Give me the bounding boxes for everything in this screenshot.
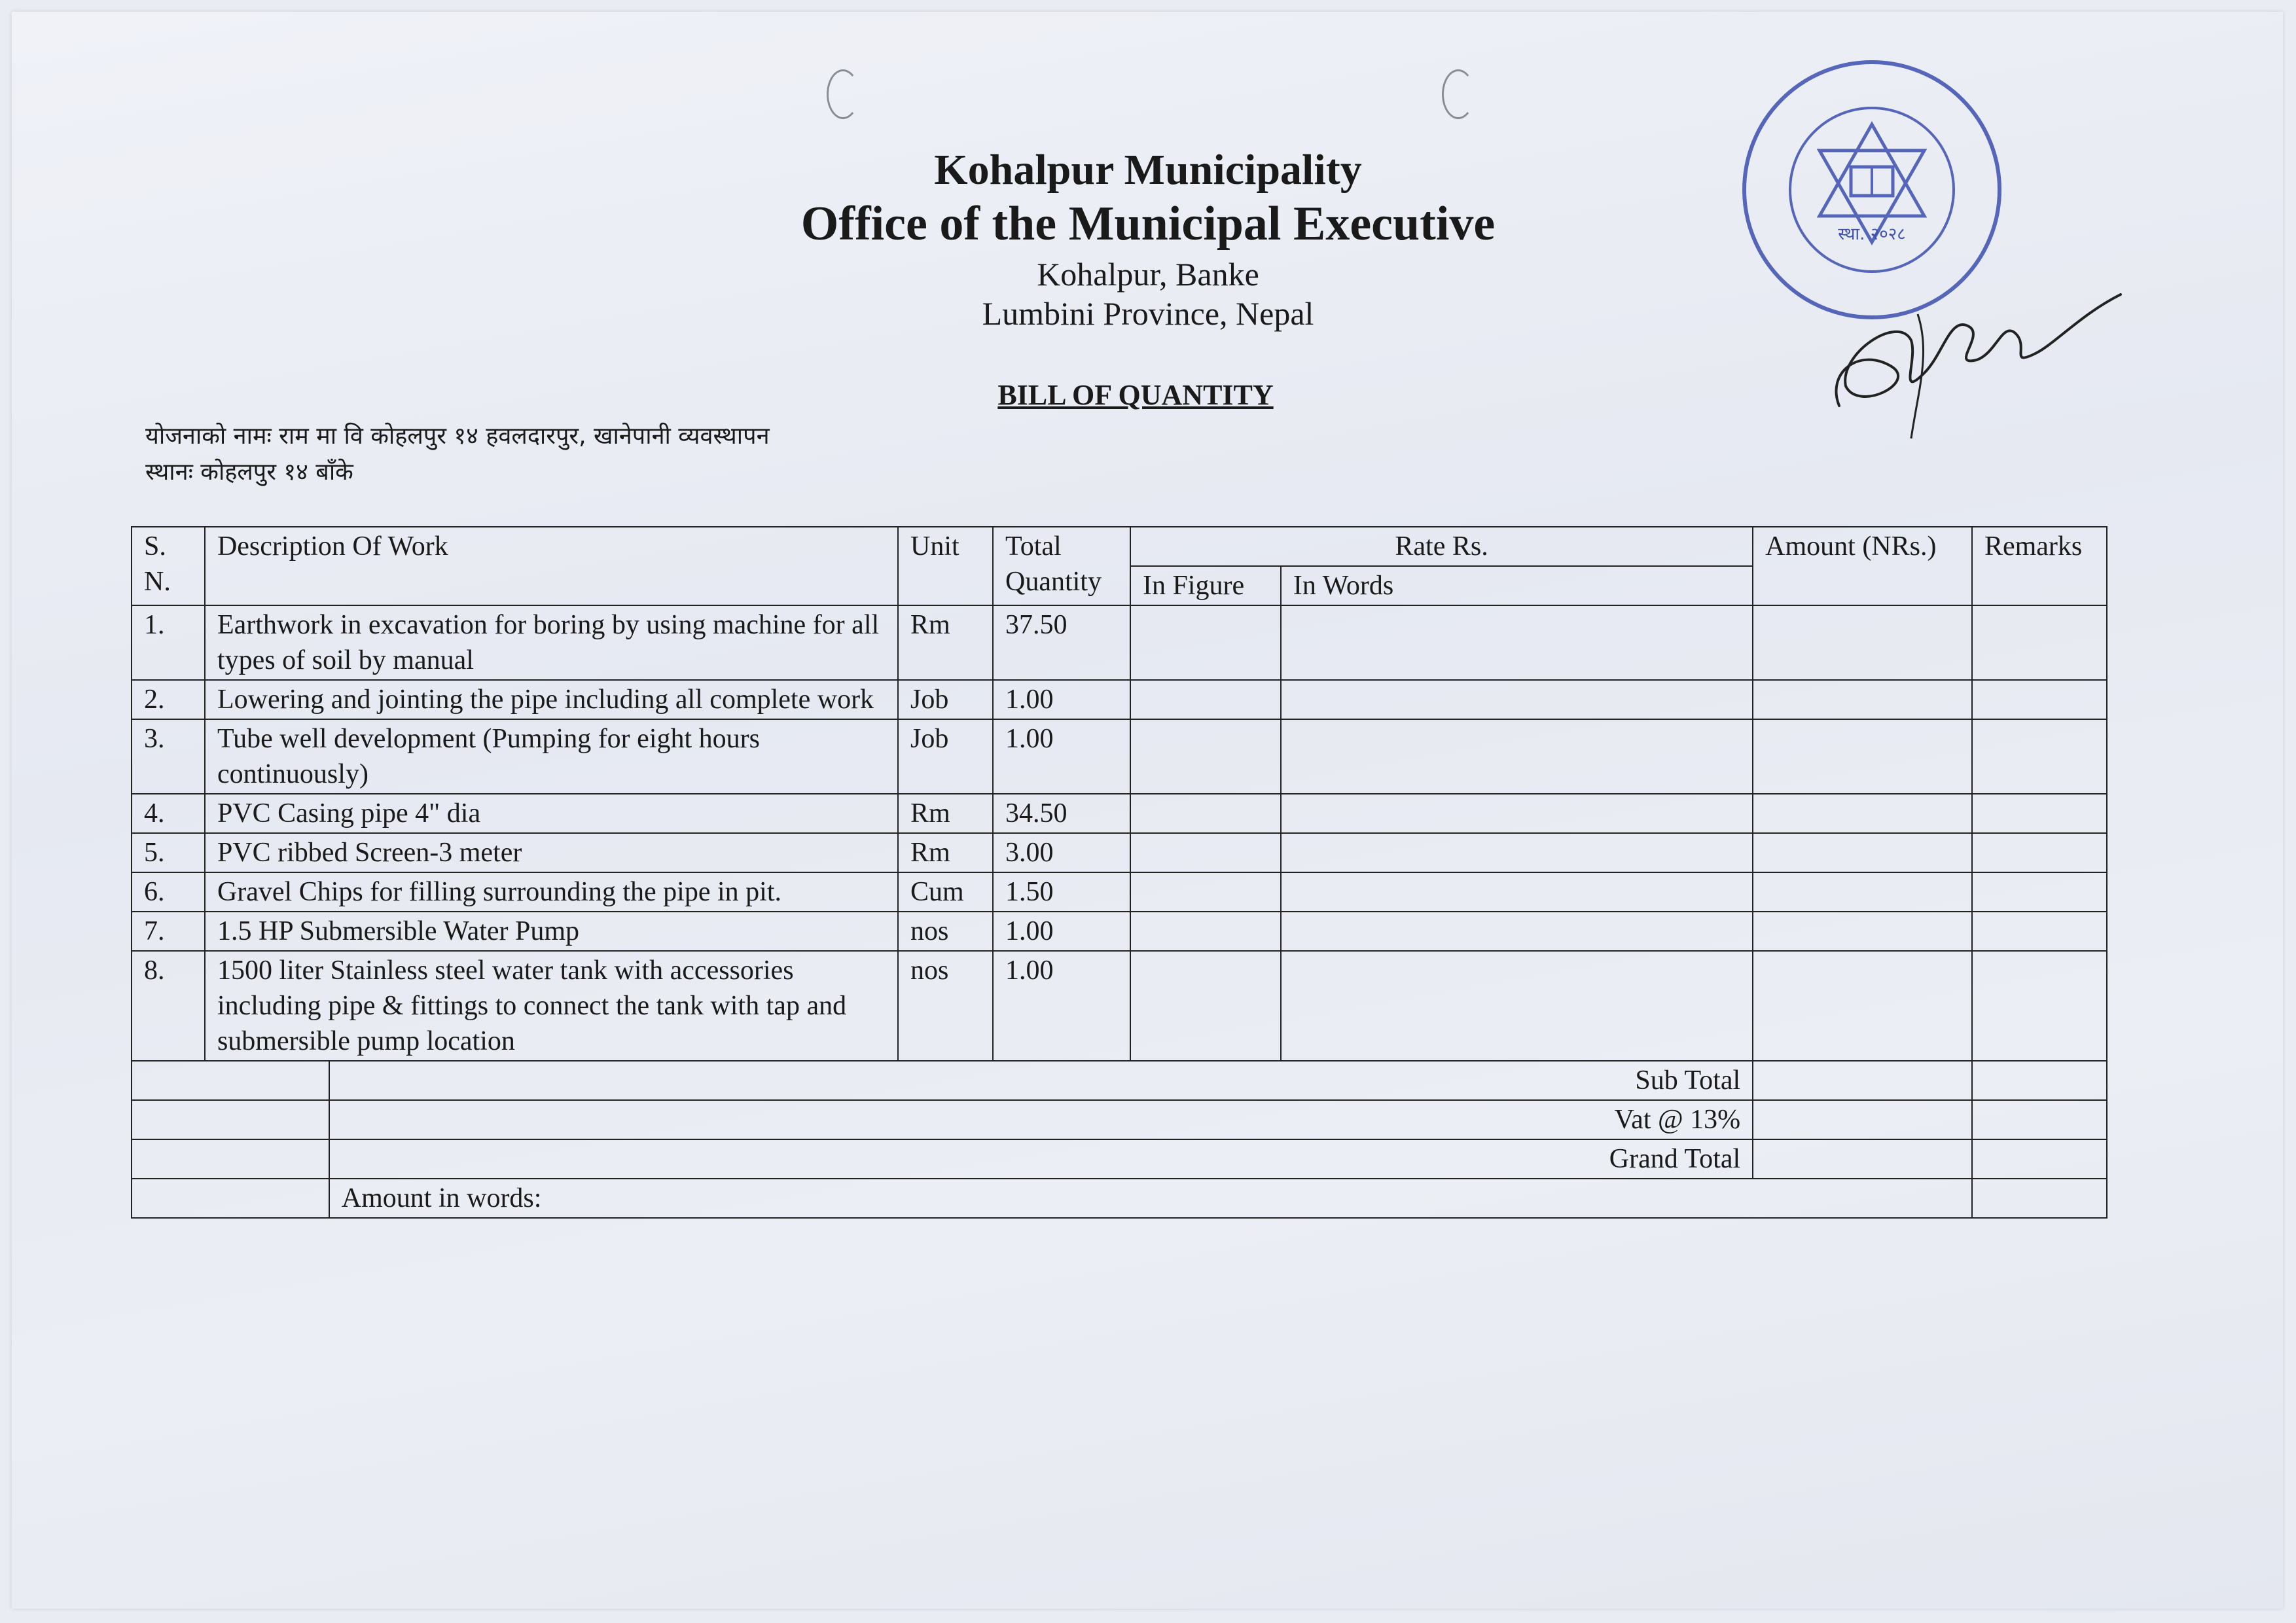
totals-blank-cell (132, 1139, 329, 1179)
cell-description: 1500 liter Stainless steel water tank with accessories including pipe & fittings to connect the tank with tap and submersible pump location (205, 951, 898, 1061)
address-line-1: Kohalpur, Banke (1037, 256, 1259, 293)
amount-in-words-row (132, 1179, 2107, 1218)
cell-remarks[interactable] (1972, 605, 2107, 680)
cell-rate-figure[interactable] (1130, 794, 1281, 833)
cell-rate-words[interactable] (1281, 912, 1753, 951)
project-name: योजनाको नामः राम मा वि कोहलपुर १४ हवलदारपुर, खानेपानी व्यवस्थापन (145, 423, 770, 450)
header-unit: Unit (898, 527, 993, 605)
cell-remarks[interactable] (1972, 794, 2107, 833)
sub-total-amount[interactable] (1753, 1061, 1972, 1100)
handwritten-signature-icon (1820, 275, 2127, 445)
vat-amount[interactable] (1753, 1100, 1972, 1139)
header-description: Description Of Work (205, 527, 898, 605)
cell-sn: 1. (132, 605, 205, 680)
amount-in-words-remarks[interactable] (1972, 1179, 2107, 1218)
grand-total-label: Grand Total (329, 1139, 1753, 1179)
cell-sn: 8. (132, 951, 205, 1061)
cell-description: Gravel Chips for filling surrounding the pipe in pit. (205, 872, 898, 912)
header-amount: Amount (NRs.) (1753, 527, 1972, 605)
header-total-quantity: Total Quantity (993, 527, 1130, 605)
cell-rate-words[interactable] (1281, 680, 1753, 719)
cell-unit: Rm (898, 833, 993, 872)
table-row (132, 872, 2107, 912)
cell-amount[interactable] (1753, 794, 1972, 833)
cell-amount[interactable] (1753, 951, 1972, 1061)
cell-unit: Rm (898, 794, 993, 833)
cell-rate-words[interactable] (1281, 719, 1753, 794)
cell-description: PVC Casing pipe 4" dia (205, 794, 898, 833)
totals-blank-cell (132, 1179, 329, 1218)
cell-sn: 2. (132, 680, 205, 719)
table-row (132, 719, 2107, 794)
cell-quantity: 37.50 (993, 605, 1130, 680)
cell-amount[interactable] (1753, 605, 1972, 680)
cell-rate-words[interactable] (1281, 794, 1753, 833)
cell-quantity: 1.00 (993, 912, 1130, 951)
cell-remarks[interactable] (1972, 872, 2107, 912)
cell-quantity: 1.00 (993, 719, 1130, 794)
cell-rate-words[interactable] (1281, 605, 1753, 680)
cell-remarks[interactable] (1972, 912, 2107, 951)
cell-remarks[interactable] (1972, 833, 2107, 872)
grand-total-amount[interactable] (1753, 1139, 1972, 1179)
cell-sn: 6. (132, 872, 205, 912)
cell-description: Earthwork in excavation for boring by using machine for all types of soil by manual (205, 605, 898, 680)
vat-row (132, 1100, 2107, 1139)
grand-total-remarks[interactable] (1972, 1139, 2107, 1179)
office-name: Office of the Municipal Executive (800, 197, 1496, 251)
table-header-row (132, 527, 2107, 566)
cell-sn: 3. (132, 719, 205, 794)
sub-total-row (132, 1061, 2107, 1100)
header-rate-in-figure: In Figure (1130, 566, 1281, 605)
header-rate-in-words: In Words (1281, 566, 1753, 605)
table-row (132, 794, 2107, 833)
cell-rate-figure[interactable] (1130, 872, 1281, 912)
cell-unit: nos (898, 951, 993, 1061)
cell-quantity: 1.50 (993, 872, 1130, 912)
table-row (132, 951, 2107, 1061)
cell-quantity: 34.50 (993, 794, 1130, 833)
table-row (132, 912, 2107, 951)
cell-rate-words[interactable] (1281, 833, 1753, 872)
cell-rate-figure[interactable] (1130, 605, 1281, 680)
cell-quantity: 1.00 (993, 680, 1130, 719)
municipality-name: Kohalpur Municipality (934, 146, 1362, 194)
cell-amount[interactable] (1753, 833, 1972, 872)
cell-rate-figure[interactable] (1130, 680, 1281, 719)
cell-quantity: 3.00 (993, 833, 1130, 872)
header-sn: S. N. (132, 527, 205, 605)
sub-total-label: Sub Total (329, 1061, 1753, 1100)
punch-hole-left (827, 69, 859, 119)
totals-blank-cell (132, 1061, 329, 1100)
cell-sn: 5. (132, 833, 205, 872)
cell-remarks[interactable] (1972, 951, 2107, 1061)
cell-remarks[interactable] (1972, 680, 2107, 719)
cell-unit: Job (898, 680, 993, 719)
cell-description: Lowering and jointing the pipe including all complete work (205, 680, 898, 719)
vat-remarks[interactable] (1972, 1100, 2107, 1139)
cell-quantity: 1.00 (993, 951, 1130, 1061)
cell-rate-figure[interactable] (1130, 951, 1281, 1061)
cell-unit: Job (898, 719, 993, 794)
cell-description: PVC ribbed Screen-3 meter (205, 833, 898, 872)
sub-total-remarks[interactable] (1972, 1061, 2107, 1100)
grand-total-row (132, 1139, 2107, 1179)
punch-hole-right (1442, 69, 1475, 119)
vat-label: Vat @ 13% (329, 1100, 1753, 1139)
cell-rate-figure[interactable] (1130, 912, 1281, 951)
cell-sn: 7. (132, 912, 205, 951)
table-row (132, 680, 2107, 719)
cell-rate-words[interactable] (1281, 951, 1753, 1061)
cell-amount[interactable] (1753, 912, 1972, 951)
cell-unit: Rm (898, 605, 993, 680)
cell-rate-words[interactable] (1281, 872, 1753, 912)
table-row (132, 605, 2107, 680)
cell-amount[interactable] (1753, 680, 1972, 719)
cell-unit: Cum (898, 872, 993, 912)
cell-amount[interactable] (1753, 872, 1972, 912)
cell-unit: nos (898, 912, 993, 951)
cell-remarks[interactable] (1972, 719, 2107, 794)
document-title: BILL OF QUANTITY (997, 379, 1274, 411)
cell-rate-figure[interactable] (1130, 719, 1281, 794)
amount-in-words-label[interactable]: Amount in words: (329, 1179, 1972, 1218)
cell-sn: 4. (132, 794, 205, 833)
cell-description: 1.5 HP Submersible Water Pump (205, 912, 898, 951)
stamp-center-text: स्था. २०२८ (1838, 224, 1906, 244)
totals-blank-cell (132, 1100, 329, 1139)
bill-of-quantity-table (131, 526, 2108, 1219)
project-location: स्थानः कोहलपुर १४ बाँके (145, 459, 353, 486)
address-line-2: Lumbini Province, Nepal (982, 295, 1314, 332)
header-rate: Rate Rs. (1130, 527, 1753, 566)
cell-rate-figure[interactable] (1130, 833, 1281, 872)
header-remarks: Remarks (1972, 527, 2107, 605)
table-row (132, 833, 2107, 872)
cell-description: Tube well development (Pumping for eight hours continuously) (205, 719, 898, 794)
cell-amount[interactable] (1753, 719, 1972, 794)
